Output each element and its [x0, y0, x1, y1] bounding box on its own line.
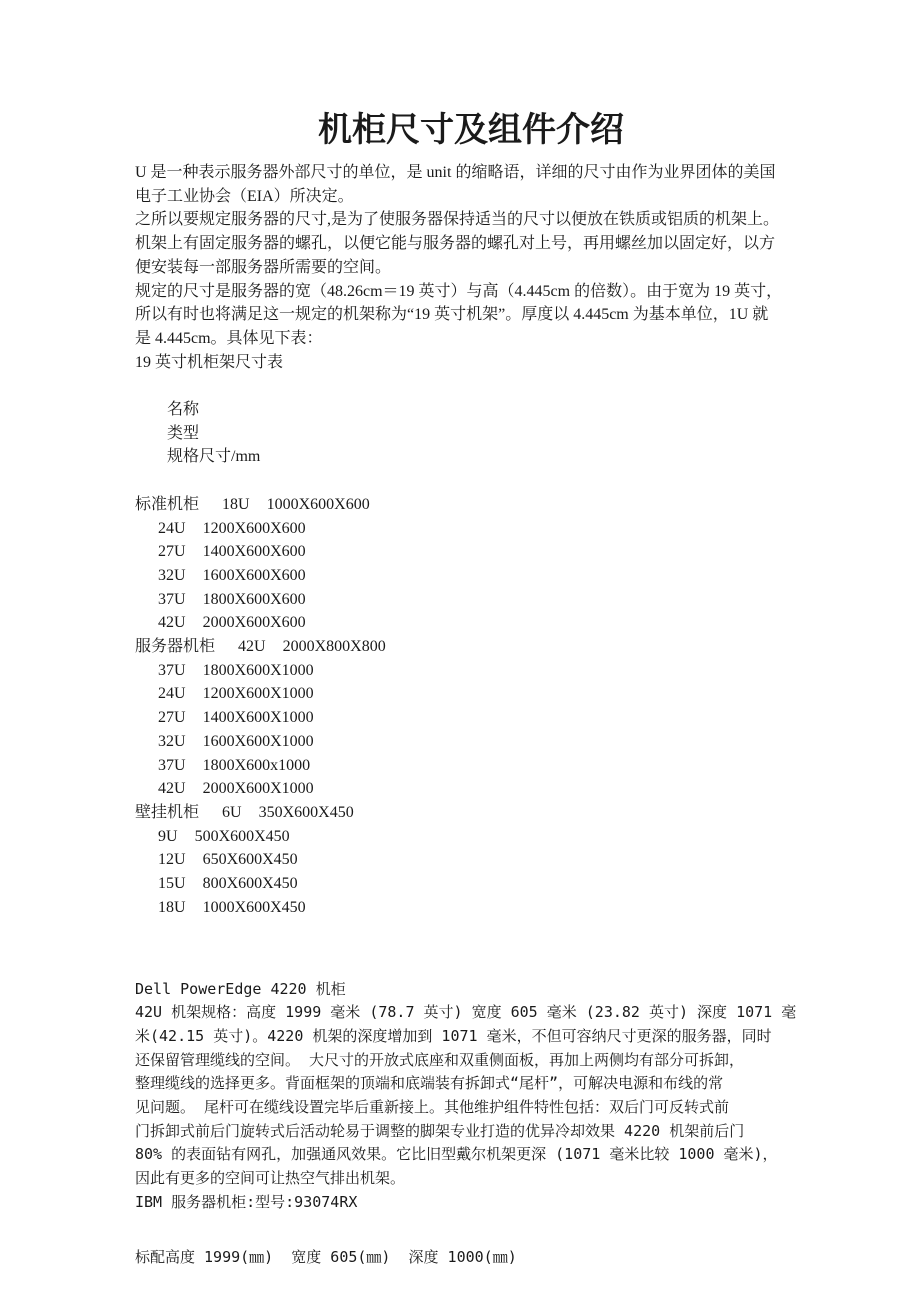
cell-size: 1800X600x1000: [202, 756, 311, 774]
cell-name: 服务器机柜: [135, 638, 216, 656]
text-line: 规定的尺寸是服务器的宽（48.26cm＝19 英寸）与高（4.445cm 的倍数）。由于宽为 19 英寸，: [135, 282, 783, 300]
cell-type: 42U: [158, 780, 186, 798]
text-line: 42U 机架规格：高度 1999 毫米 (78.7 英寸) 宽度 605 毫米 (23.82 英寸) 深度 1071 毫: [135, 1003, 797, 1022]
table-row: [135, 754, 807, 778]
table-row: [135, 493, 807, 517]
ibm-model-line: IBM 服务器机柜:型号:93074RX: [135, 1192, 358, 1211]
table-row: [135, 872, 807, 896]
cell-type: 24U: [158, 519, 186, 537]
intro-paragraphs: [135, 161, 807, 351]
cell-type: 42U: [158, 614, 186, 632]
cell-type: 27U: [158, 709, 186, 727]
column-header-size: 规格尺寸/mm: [167, 448, 261, 466]
rack-table-rows: [135, 493, 807, 920]
cell-size: 2000X800X800: [282, 638, 386, 656]
table-row: [135, 706, 807, 730]
cell-type: 37U: [158, 756, 186, 774]
text-line: 便安装每一部服务器所需要的空间。: [135, 258, 392, 276]
cell-size: 1600X600X600: [202, 566, 306, 584]
cell-type: 27U: [158, 543, 186, 561]
table-row: [135, 564, 807, 588]
cell-size: 1000X600X450: [202, 898, 306, 916]
document-title: 机柜尺寸及组件介绍: [318, 112, 624, 149]
dell-heading: Dell PowerEdge 4220 机柜: [135, 979, 346, 998]
table-row: [135, 659, 807, 683]
cell-type: 9U: [158, 827, 178, 845]
cell-size: 2000X600X600: [202, 614, 306, 632]
text-line: 见问题。 尾杆可在缆线设置完毕后重新接上。其他维护组件特性包括：双后门可反转式前: [135, 1098, 730, 1117]
table-row: [135, 611, 807, 635]
text-line: 米(42.15 英寸)。4220 机架的深度增加到 1071 毫米，不但可容纳尺寸更深的服务器，同时: [135, 1026, 772, 1045]
cell-type: 15U: [158, 875, 186, 893]
cell-size: 1400X600X1000: [202, 709, 314, 727]
table-row: [135, 635, 807, 659]
text-line: U 是一种表示服务器外部尺寸的单位，是 unit 的缩略语，详细的尺寸由作为业界团体的美国: [135, 164, 776, 181]
cell-size: 350X600X450: [258, 803, 354, 821]
text-line: 还保留管理缆线的空间。 大尺寸的开放式底座和双重侧面板，再加上两侧均有部分可拆卸，: [135, 1050, 745, 1069]
cell-type: 42U: [238, 638, 266, 656]
cell-type: 32U: [158, 566, 186, 584]
document-content: [135, 0, 807, 1269]
column-header-type: 类型: [167, 424, 200, 442]
cell-size: 1000X600X600: [266, 495, 370, 513]
cell-size: 2000X600X1000: [202, 780, 314, 798]
column-header-name: 名称: [167, 401, 200, 419]
cell-type: 37U: [158, 590, 186, 608]
table-row: [135, 777, 807, 801]
cell-type: 18U: [222, 495, 250, 513]
rack-size-table: [135, 351, 807, 920]
cell-name: 标准机柜: [135, 495, 200, 513]
dell-paragraph: [135, 1001, 807, 1191]
table-row: [135, 588, 807, 612]
table-header-row: [135, 374, 807, 493]
cell-size: 650X600X450: [202, 851, 298, 869]
text-line: 因此有更多的空间可让热空气排出机架。: [135, 1169, 406, 1188]
cell-size: 1800X600X1000: [202, 661, 314, 679]
text-line: 机架上有固定服务器的螺孔，以便它能与服务器的螺孔对上号，再用螺丝加以固定好，以方: [135, 235, 776, 253]
text-line: 80% 的表面钻有网孔，加强通风效果。它比旧型戴尔机架更深 (1071 毫米比较 1000 毫米)，: [135, 1145, 778, 1164]
cell-size: 1800X600X600: [202, 590, 306, 608]
cell-size: 800X600X450: [202, 875, 298, 893]
cell-type: 12U: [158, 851, 186, 869]
cell-size: 1200X600X600: [202, 519, 306, 537]
dell-ibm-section: [135, 978, 807, 1270]
table-row: [135, 825, 807, 849]
text-line: 之所以要规定服务器的尺寸,是为了使服务器保持适当的尺寸以便放在铁质或铝质的机架上。: [135, 211, 780, 229]
table-row: [135, 682, 807, 706]
table-title: 19 英寸机柜架尺寸表: [135, 353, 284, 371]
cell-size: 500X600X450: [194, 827, 290, 845]
cell-size: 1400X600X600: [202, 543, 306, 561]
table-row: [135, 730, 807, 754]
text-line: 是 4.445cm。具体见下表：: [135, 329, 323, 347]
table-row: [135, 848, 807, 872]
text-line: 电子工业协会（EIA）所决定。: [135, 187, 354, 205]
cell-type: 6U: [222, 803, 242, 821]
table-row: [135, 896, 807, 920]
cell-type: 37U: [158, 661, 186, 679]
cell-size: 1600X600X1000: [202, 732, 314, 750]
table-row: [135, 801, 807, 825]
cell-size: 1200X600X1000: [202, 685, 314, 703]
table-row: [135, 540, 807, 564]
standard-spec-line: 标配高度 1999(㎜) 宽度 605(㎜) 深度 1000(㎜): [135, 1247, 517, 1266]
cell-type: 32U: [158, 732, 186, 750]
table-row: [135, 517, 807, 541]
text-line: 门拆卸式前后门旋转式后活动轮易于调整的脚架专业打造的优异冷却效果 4220 机架前后门: [135, 1121, 745, 1140]
cell-type: 24U: [158, 685, 186, 703]
text-line: 整理缆线的选择更多。背面框架的顶端和底端装有拆卸式“尾杆”，可解决电源和布线的常: [135, 1074, 724, 1093]
cell-type: 18U: [158, 898, 186, 916]
text-line: 所以有时也将满足这一规定的机架称为“19 英寸机架”。厚度以 4.445cm 为基本单位，1U 就: [135, 306, 769, 324]
cell-name: 壁挂机柜: [135, 803, 200, 821]
